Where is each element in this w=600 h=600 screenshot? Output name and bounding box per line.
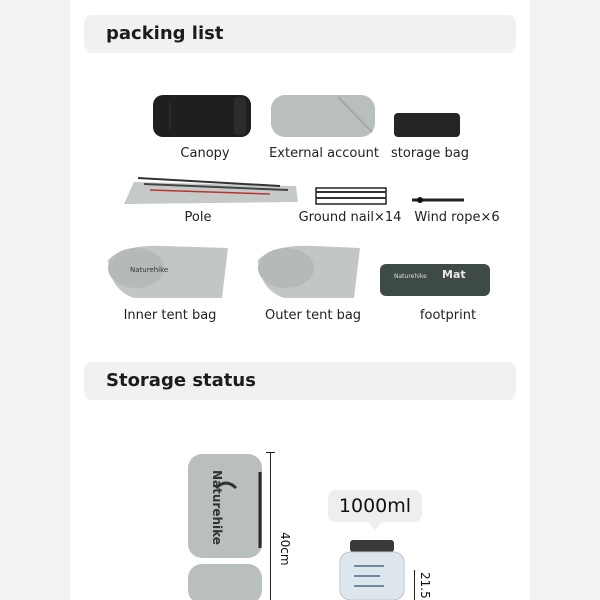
canopy-image <box>150 92 256 140</box>
item-label-wind-rope: Wind rope×6 <box>414 210 500 225</box>
storage-status-title: Storage status <box>106 370 256 391</box>
package-height-cap <box>266 452 275 453</box>
package-brand-text: Naturehike <box>210 470 224 545</box>
outer-tent-bag-image <box>254 240 366 304</box>
item-label-inner-tent-bag: Inner tent bag <box>123 308 217 323</box>
package-height-label: 40cm <box>278 532 292 566</box>
bottle-volume-label: 1000ml <box>338 495 412 517</box>
external-account-image <box>268 92 380 140</box>
item-label-canopy: Canopy <box>180 146 230 161</box>
item-label-pole: Pole <box>184 210 212 225</box>
ground-nail-image <box>310 184 390 208</box>
item-label-footprint: footprint <box>419 308 477 323</box>
bottle-height-line <box>414 570 415 600</box>
item-label-storage-bag: storage bag <box>391 146 469 161</box>
pole-image <box>120 172 302 208</box>
footprint-mat-text: Mat <box>442 268 466 281</box>
footprint-image <box>372 262 494 300</box>
storage-bag-image <box>392 110 464 140</box>
item-label-ground-nail: Ground nail×14 <box>298 210 402 225</box>
packing-list-title: packing list <box>106 23 224 44</box>
inner-bag-brand-text: Naturehike <box>130 266 169 274</box>
wind-rope-image <box>410 192 466 208</box>
footprint-brand-text: Naturehike <box>394 273 427 280</box>
water-bottle-image <box>334 538 414 600</box>
packing-list-header <box>84 15 516 53</box>
inner-tent-bag-image <box>104 240 234 304</box>
bottle-volume-bubble <box>328 490 422 522</box>
bottle-height-label: 21.5 <box>418 572 432 599</box>
storage-status-header <box>84 362 516 400</box>
item-label-outer-tent-bag: Outer tent bag <box>264 308 362 323</box>
packed-tent-image <box>186 452 266 600</box>
item-label-external-account: External account <box>269 146 379 161</box>
package-height-line <box>270 452 271 600</box>
